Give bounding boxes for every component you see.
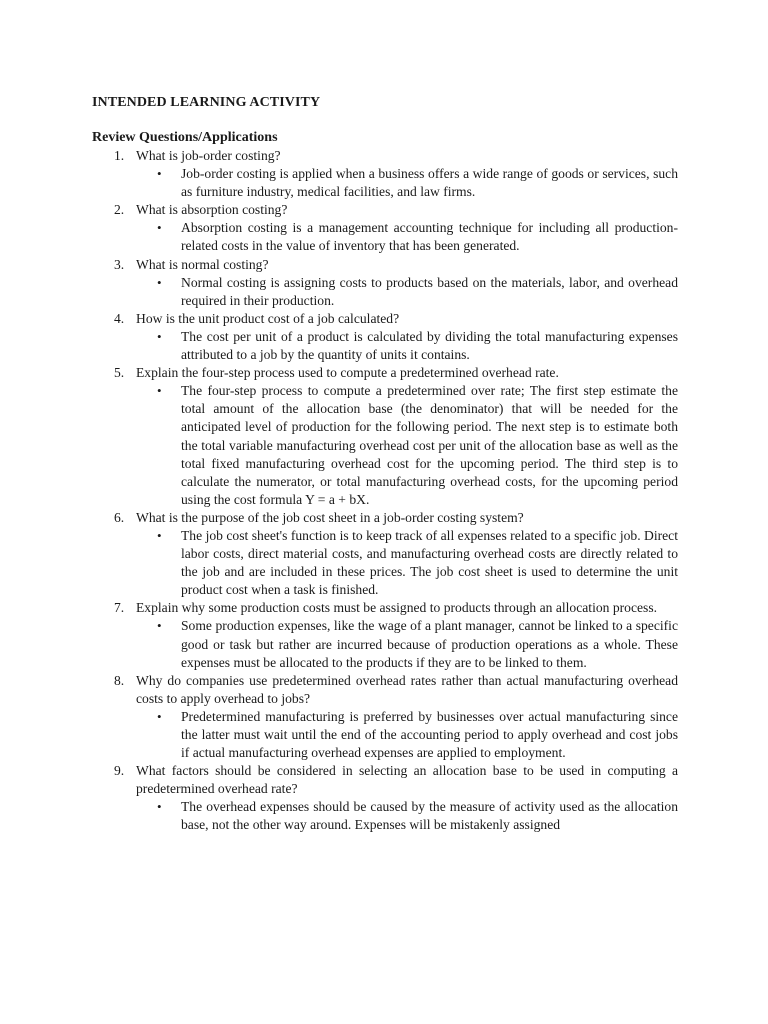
- answer-bullet: [136, 527, 678, 599]
- question-text: Explain why some production costs must be assigned to products through an allocation process.: [136, 600, 658, 616]
- question-number: 7.: [114, 600, 125, 616]
- question-number: 6.: [114, 509, 125, 525]
- question-text: What is job-order costing?: [136, 148, 281, 163]
- bullet-icon: •: [157, 274, 162, 290]
- answer-text: Some production expenses, like the wage of a plant manager, cannot be linked to a specific good or task but rather are incurred because of production operations as a whole. These expenses must be allocated to the products if they are to be linked to them.: [181, 618, 678, 670]
- question-text: Why do companies use predetermined overhead rates rather than actual manufacturing overhead costs to apply overhead to jobs?: [136, 672, 678, 706]
- review-question-list: [0, 147, 768, 835]
- answer-bullet: [136, 328, 678, 364]
- review-question-item: [0, 310, 678, 364]
- answer-bullet: [136, 798, 678, 834]
- bullet-icon: •: [157, 383, 162, 399]
- answer-bullet: [136, 382, 678, 509]
- bullet-icon: •: [157, 220, 162, 236]
- answer-text: Normal costing is assigning costs to products based on the materials, labor, and overhead required in their production.: [181, 274, 678, 308]
- bullet-icon: •: [157, 527, 162, 543]
- question-number: 8.: [114, 672, 125, 688]
- answer-bullet: [136, 274, 678, 310]
- answer-text: The cost per unit of a product is calculated by dividing the total manufacturing expenses attributed to a job by the quantity of units it contains.: [181, 328, 678, 363]
- answer-text: Job-order costing is applied when a business offers a wide range of goods or services, such as furniture industry, medical facilities, and law firms.: [181, 166, 678, 200]
- review-question-item: [0, 364, 678, 509]
- question-text: What is the purpose of the job cost sheet in a job-order costing system?: [136, 509, 524, 525]
- bullet-icon: •: [157, 328, 162, 344]
- question-text: How is the unit product cost of a job calculated?: [136, 310, 400, 326]
- review-question-item: [0, 509, 678, 599]
- question-number: 2.: [114, 202, 125, 218]
- review-question-item: [0, 147, 678, 201]
- question-number: 1.: [114, 148, 125, 163]
- question-number: 9.: [114, 763, 125, 779]
- answer-bullet: [136, 165, 678, 201]
- review-question-item: [0, 762, 678, 834]
- review-question-item: [0, 256, 678, 310]
- answer-bullet: [136, 219, 678, 255]
- question-text: What is absorption costing?: [136, 202, 288, 218]
- answer-text: Predetermined manufacturing is preferred by businesses over actual manufacturing since the latter must wait until the end of the accounting period to apply overhead and cost jobs if actual manufacturing overhead expenses are applied to employment.: [181, 708, 678, 761]
- review-question-item: [0, 201, 678, 255]
- question-number: 4.: [114, 310, 125, 326]
- question-text: What is normal costing?: [136, 256, 269, 272]
- bullet-icon: •: [157, 799, 162, 815]
- answer-bullet: [136, 617, 678, 671]
- section-subheading: Review Questions/Applications: [92, 130, 278, 145]
- bullet-icon: •: [157, 708, 162, 724]
- bullet-icon: •: [157, 166, 162, 182]
- review-question-item: [0, 599, 678, 671]
- review-question-item: [0, 672, 678, 762]
- answer-bullet: [136, 708, 678, 762]
- question-number: 3.: [114, 256, 125, 272]
- answer-text: Absorption costing is a management accounting technique for including all production-related costs in the value of inventory that has been generated.: [181, 220, 678, 254]
- question-text: What factors should be considered in selecting an allocation base to be used in computing a predetermined overhead rate?: [136, 763, 678, 797]
- question-text: Explain the four-step process used to compute a predetermined overhead rate.: [136, 365, 559, 381]
- bullet-icon: •: [157, 618, 162, 634]
- question-number: 5.: [114, 365, 125, 381]
- answer-text: The overhead expenses should be caused by the measure of activity used as the allocation base, not the other way around. Expenses will be mistakenly assigned: [181, 799, 678, 833]
- answer-text: The four-step process to compute a predetermined over rate; The first step estimate the total amount of the allocation base (the denominator) that will be needed for the anticipated level of production for the following period. The next step is to estimate both the total variable manufacturing overhead cost per unit of the allocation base as well as the total fixed manufacturing overhead cost for the upcoming period. The third step is to calculate the numerator, or total manufacturing overhead costs, for the upcoming period using the cost formula Y = a + bX.: [181, 383, 678, 507]
- document-heading: INTENDED LEARNING ACTIVITY: [92, 95, 321, 110]
- answer-text: The job cost sheet's function is to keep track of all expenses related to a specific job. Direct labor costs, direct material costs, and manufacturing overhead costs are directly related to the job and are included in these prices. The job cost sheet is used to determine the unit product cost when a task is finished.: [181, 527, 678, 598]
